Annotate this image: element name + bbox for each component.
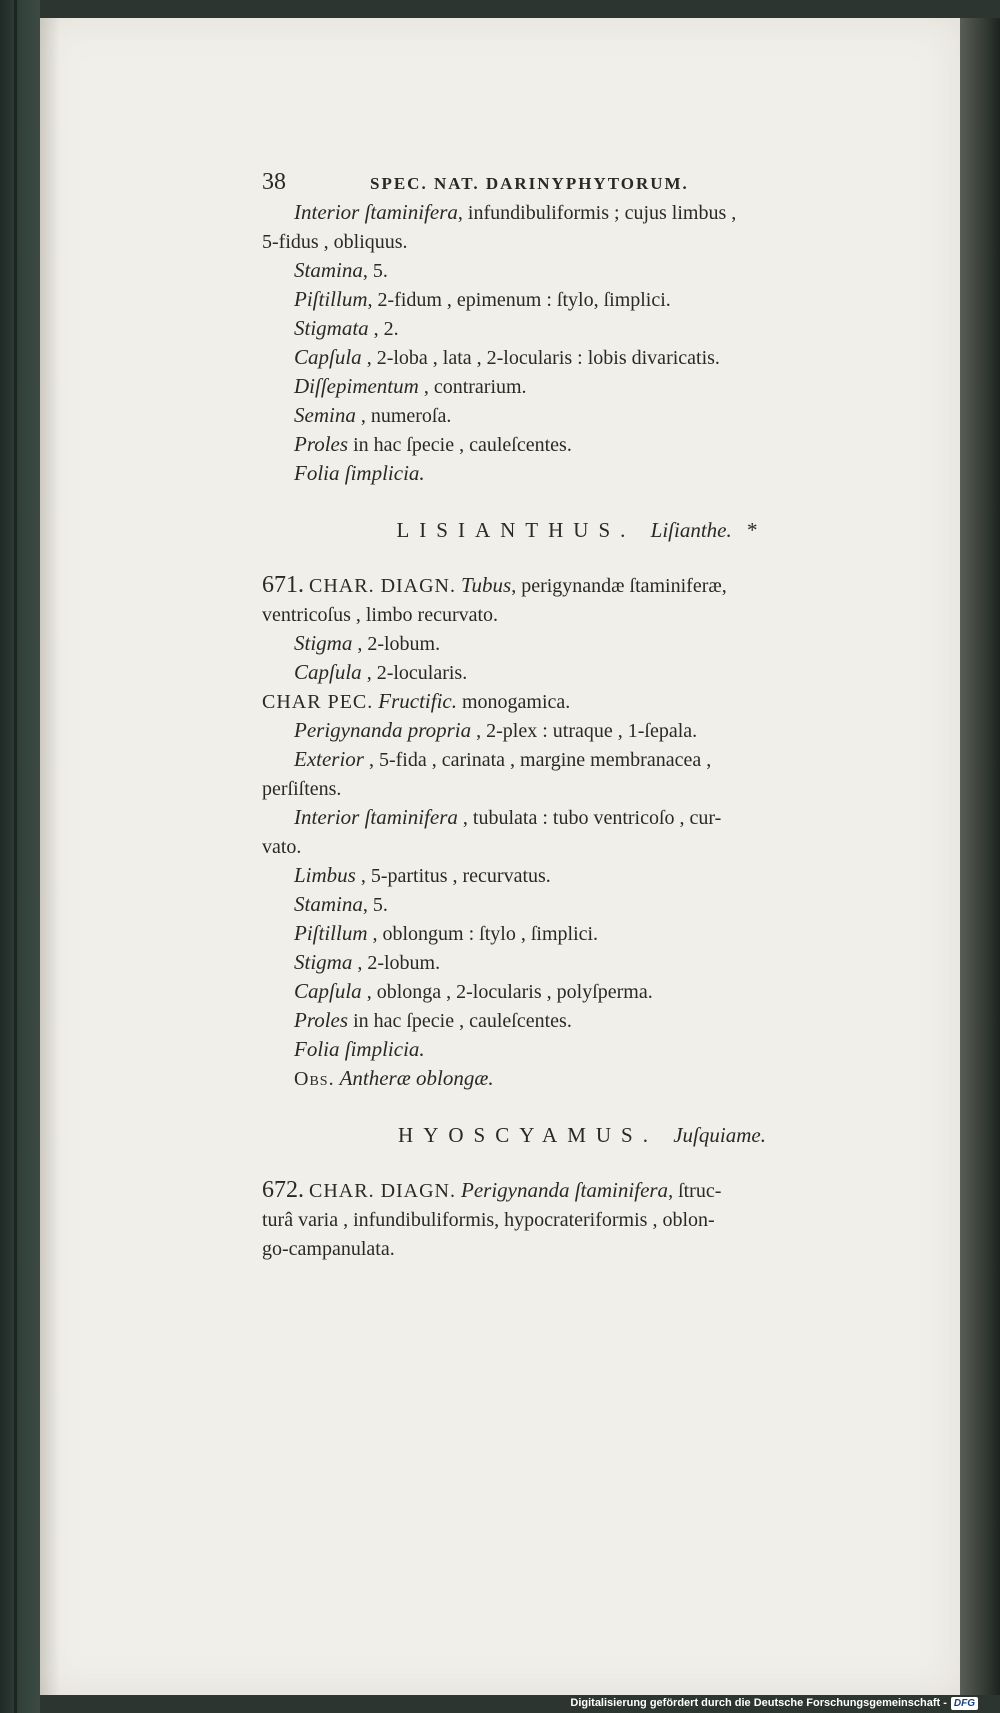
line-text: , 5-partitus , recurvatus.: [355, 865, 551, 887]
section-term: Tubus: [461, 573, 512, 597]
genus-mark: *: [747, 518, 768, 542]
credit-text: Digitalisierung gefördert durch die Deutsche Forschungsgemeinschaft -: [570, 1697, 947, 1709]
digitization-credit: [570, 1694, 978, 1713]
line-text: , contrarium.: [418, 376, 527, 398]
line-term: Piſtillum: [294, 921, 368, 945]
section-rest: , ſtruc-: [668, 1180, 722, 1202]
line-term: Stigma: [294, 631, 353, 655]
line-term: Proles: [294, 1008, 349, 1032]
line-text: , 5-fida , carinata , margine membranacea ,: [363, 749, 712, 771]
line-text: turâ varia , infundibuliformis, hypocrateriformis , oblon-: [262, 1209, 715, 1231]
section-rest: , perigynandæ ſtaminiferæ,: [511, 575, 727, 597]
running-head: SPEC. NAT. DARINYPHYTORUM.: [370, 174, 689, 193]
genus-french-name: Juſquiame.: [673, 1123, 766, 1147]
line-text: in hac ſpecie , cauleſcentes.: [348, 1010, 572, 1032]
genus-name: LISIANTHUS.: [396, 518, 636, 542]
dfg-logo: DFG: [951, 1697, 978, 1710]
text-line: [262, 401, 902, 430]
text-line: [262, 861, 902, 890]
line-text: , infundibuliformis ; cujus limbus ,: [457, 202, 737, 224]
genus-heading-hyoscyamus: [262, 1121, 902, 1150]
line-term: Perigynanda propria: [294, 718, 472, 742]
text-line: [262, 774, 902, 803]
line-term: Limbus: [294, 863, 356, 887]
text-line: [262, 977, 902, 1006]
line-text: go-campanulata.: [262, 1238, 395, 1260]
line-term: Semina: [294, 403, 356, 427]
line-text: , oblongum : ſtylo , ſimplici.: [367, 923, 599, 945]
text-line: [262, 803, 902, 832]
line-text: , 2-lobum.: [352, 633, 441, 655]
line-term: Proles: [294, 432, 349, 456]
line-term: Capſula: [294, 979, 362, 1003]
line-text: , 2-fidum , epimenum : ſtylo, ſimplici.: [367, 289, 671, 311]
section-number: 671.: [262, 572, 304, 598]
line-term: Folia ſimplicia.: [294, 1037, 425, 1061]
text-block-b: [262, 600, 902, 1093]
text-line: [262, 948, 902, 977]
page-text: [262, 168, 902, 1263]
text-line: [262, 745, 902, 774]
line-term: Capſula: [294, 345, 362, 369]
line-term: Fructific.: [378, 689, 457, 713]
line-text: ventricoſus , limbo recurvato.: [262, 604, 499, 626]
text-line: [262, 600, 902, 629]
text-line: [262, 1205, 902, 1234]
line-text: monogamica.: [456, 691, 571, 713]
text-line: [262, 890, 902, 919]
line-text: 5-fidus , obliquus.: [262, 231, 408, 253]
line-text: , 5.: [362, 260, 388, 282]
text-block-c: [262, 1205, 902, 1263]
line-term: Stigmata: [294, 316, 369, 340]
page-header: [262, 168, 902, 198]
page-number: 38: [262, 169, 286, 195]
text-line: [262, 1035, 902, 1064]
text-line: [262, 629, 902, 658]
line-text: , tubulata : tubo ventricoſo , cur-: [457, 807, 722, 829]
line-term: Interior ſtaminifera: [294, 805, 458, 829]
section-lead: CHAR. DIAGN.: [309, 1180, 456, 1202]
line-text: , oblonga , 2-locularis , polyſperma.: [361, 981, 653, 1003]
char-diagn-672: [262, 1176, 902, 1205]
line-lead: CHAR PEC.: [262, 691, 374, 713]
char-diagn-671: [262, 571, 902, 600]
text-line: [262, 716, 902, 745]
text-block-a: [262, 198, 902, 488]
text-line: [262, 687, 902, 716]
line-text: , 2-plex : utraque , 1-ſepala.: [471, 720, 698, 742]
line-term: Stamina: [294, 892, 363, 916]
line-text: , numeroſa.: [355, 405, 452, 427]
line-text: , 5.: [362, 894, 388, 916]
text-line: [262, 1006, 902, 1035]
text-line: [262, 658, 902, 687]
genus-heading-lisianthus: [262, 516, 902, 545]
line-term: Antheræ oblongæ.: [339, 1066, 494, 1090]
line-term: Folia ſimplicia.: [294, 461, 425, 485]
text-line: [262, 198, 902, 227]
line-text: , 2.: [368, 318, 399, 340]
genus-french-name: Liſianthe.: [650, 518, 732, 542]
page-right-edge: [960, 18, 1000, 1695]
text-line: [262, 256, 902, 285]
text-line: [262, 227, 902, 256]
text-line: [262, 343, 902, 372]
section-number: 672.: [262, 1177, 304, 1203]
text-line: [262, 372, 902, 401]
line-text: , 2-loba , lata , 2-locularis : lobis divaricatis.: [361, 347, 720, 369]
section-term: Perigynanda ſtaminifera: [461, 1178, 669, 1202]
text-line: [262, 285, 902, 314]
line-term: Interior ſtaminifera: [294, 200, 458, 224]
line-term: Diſſepimentum: [294, 374, 419, 398]
book-spine-edge: [0, 0, 40, 1713]
text-line: [262, 459, 902, 488]
line-term: Stamina: [294, 258, 363, 282]
section-lead: CHAR. DIAGN.: [309, 575, 456, 597]
line-text: , 2-lobum.: [352, 952, 441, 974]
text-line: [262, 430, 902, 459]
line-text: , 2-locularis.: [361, 662, 468, 684]
line-term: Piſtillum: [294, 287, 368, 311]
line-text: in hac ſpecie , cauleſcentes.: [348, 434, 572, 456]
text-line: [262, 832, 902, 861]
line-text: vato.: [262, 836, 302, 858]
line-lead: Obſ.: [294, 1068, 335, 1090]
genus-name: HYOSCYAMUS.: [398, 1123, 658, 1147]
text-line: [262, 919, 902, 948]
line-text: perſiſtens.: [262, 778, 342, 800]
line-term: Capſula: [294, 660, 362, 684]
text-line: [262, 1234, 902, 1263]
line-term: Stigma: [294, 950, 353, 974]
text-line: [262, 1064, 902, 1093]
line-term: Exterior: [294, 747, 364, 771]
text-line: [262, 314, 902, 343]
